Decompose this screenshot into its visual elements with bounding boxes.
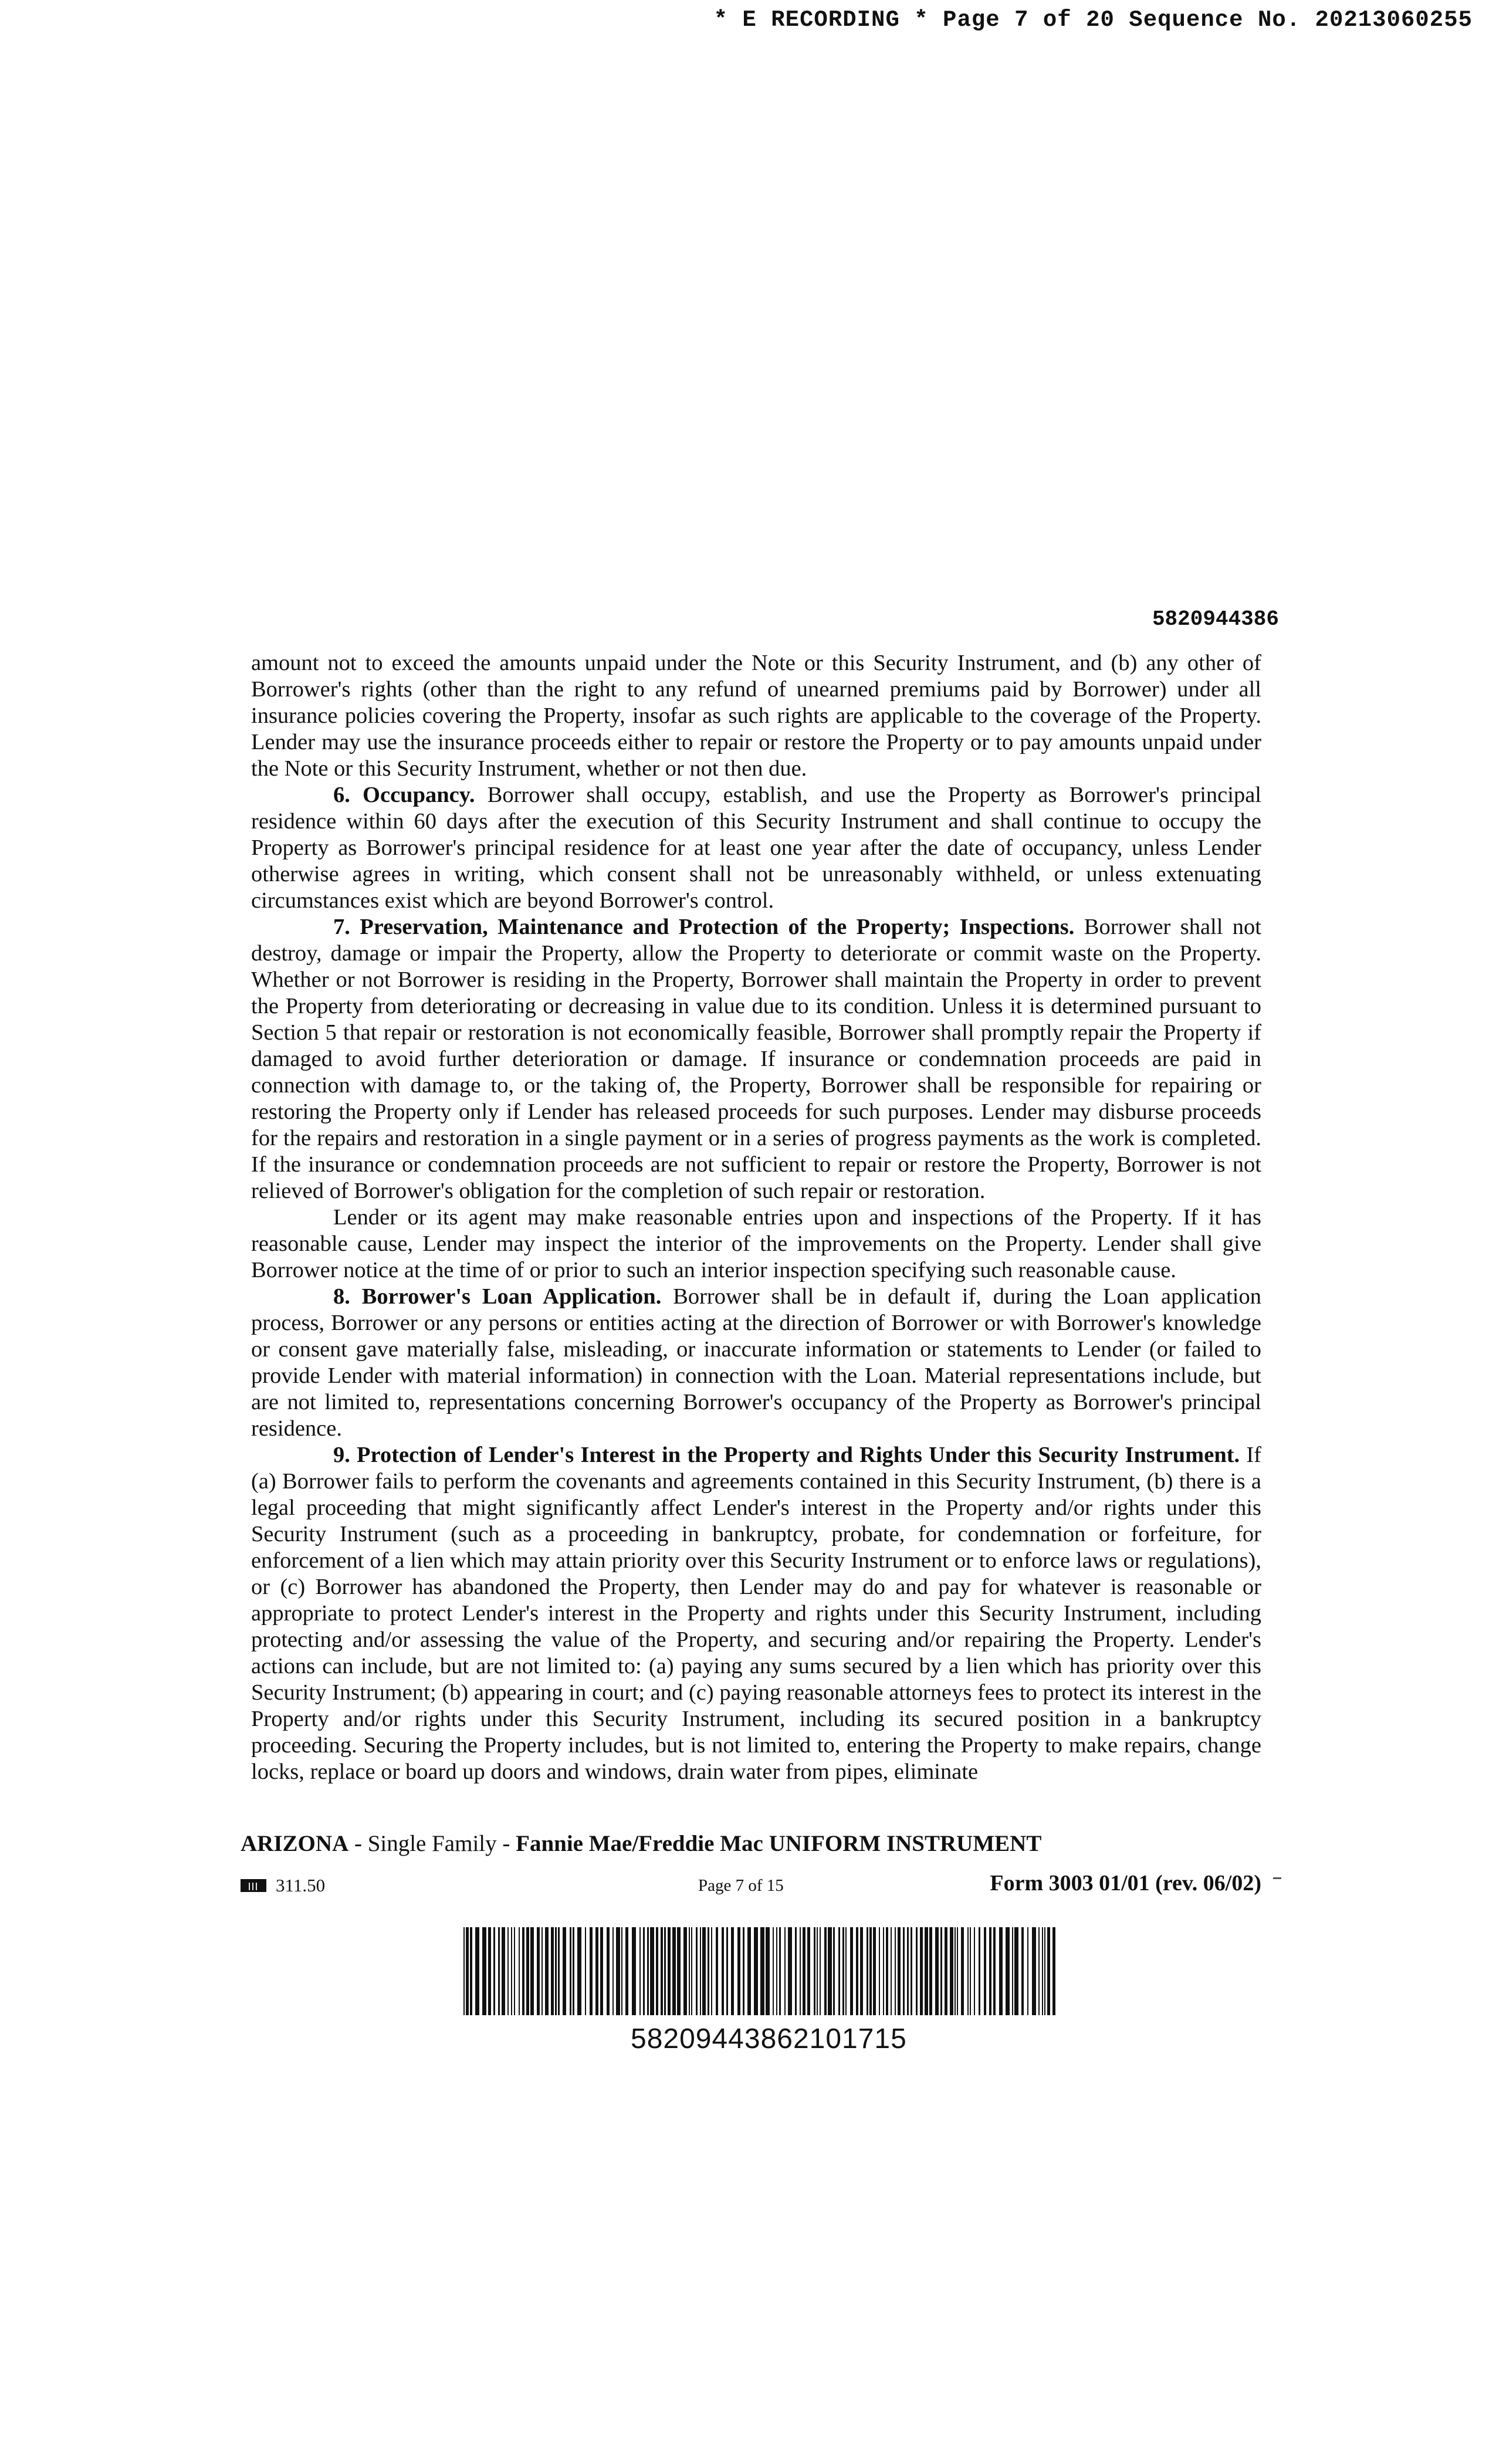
barcode-bar bbox=[842, 1927, 844, 2015]
barcode-bar bbox=[940, 1927, 942, 2015]
barcode-bar bbox=[979, 1927, 980, 2015]
barcode-bar bbox=[873, 1927, 876, 2015]
barcode-bar bbox=[590, 1927, 593, 2015]
section-8-heading: 8. Borrower's Loan Application. bbox=[333, 1284, 662, 1309]
section-6-text: Borrower shall occupy, establish, and use the Property as Borrower's principal residence within 60 days after the execution of this Security Instrument and shall continue to occupy the Property as Borrower's principal residence for at least one year after the date of occupancy, unless Lender otherwise agrees in writing, which consent shall not be unreasonably withheld, or unless extenuating circumstances exist which are beyond Borrower's control. bbox=[251, 783, 1261, 913]
barcode-bar bbox=[639, 1927, 641, 2015]
barcode-bar bbox=[656, 1927, 658, 2015]
barcode-bar bbox=[514, 1927, 515, 2015]
barcode-bar bbox=[577, 1927, 581, 2015]
barcode-bar bbox=[895, 1927, 896, 2015]
barcode-bar bbox=[677, 1927, 681, 2015]
barcode-bar bbox=[779, 1927, 781, 2015]
barcode-bar bbox=[555, 1927, 557, 2015]
barcode-bar bbox=[1032, 1927, 1036, 2015]
barcode-bar bbox=[879, 1927, 880, 2015]
barcode-bar bbox=[612, 1927, 614, 2015]
barcode-bar bbox=[643, 1927, 645, 2015]
barcode-bar bbox=[1027, 1927, 1028, 2015]
barcode-bar bbox=[795, 1927, 797, 2015]
barcode-bar bbox=[625, 1927, 628, 2015]
barcode-bar bbox=[970, 1927, 971, 2015]
page-indicator: Page 7 of 15 bbox=[698, 1876, 784, 1895]
barcode-bar bbox=[911, 1927, 912, 2015]
barcode-bar bbox=[743, 1927, 744, 2015]
barcode-bar bbox=[722, 1927, 724, 2015]
barcode-bar bbox=[807, 1927, 810, 2015]
barcode-bar bbox=[482, 1927, 486, 2015]
form-number: Form 3003 01/01 (rev. 06/02) bbox=[990, 1871, 1261, 1896]
barcode-bar bbox=[766, 1927, 770, 2015]
barcode-bar bbox=[493, 1927, 495, 2015]
barcode-bar bbox=[957, 1927, 958, 2015]
barcode-bar bbox=[664, 1927, 666, 2015]
barcode-bar bbox=[1047, 1927, 1050, 2015]
barcode-bar bbox=[999, 1927, 1003, 2015]
barcode-bar bbox=[507, 1927, 509, 2015]
barcode-bar bbox=[1012, 1927, 1013, 2015]
barcode-bar bbox=[661, 1927, 663, 2015]
barcode-bar bbox=[672, 1927, 676, 2015]
section-9-heading: 9. Protection of Lender's Interest in the Property and Rights Under this Security Instrument. bbox=[333, 1443, 1240, 1467]
barcode-bar bbox=[563, 1927, 566, 2015]
barcode-bar bbox=[541, 1927, 543, 2015]
barcode-bar bbox=[519, 1927, 520, 2015]
barcode-bar bbox=[526, 1927, 529, 2015]
barcode-bar bbox=[700, 1927, 701, 2015]
barcode-bar bbox=[1021, 1927, 1024, 2015]
barcode-bar bbox=[850, 1927, 853, 2015]
section-7-inspection-paragraph: Lender or its agent may make reasonable entries upon and inspections of the Property. If it has reasonable cause, Lender may inspect the interior of the improvements on the Property. Lender shall give Borrower notice at the time of or prior to such an interior inspection specifying such reasonable cause. bbox=[251, 1205, 1261, 1282]
document-body bbox=[251, 650, 1261, 1785]
barcode-bar bbox=[967, 1927, 969, 2015]
barcode-bar bbox=[702, 1927, 706, 2015]
barcode-bar bbox=[833, 1927, 835, 2015]
section-7-preservation bbox=[251, 914, 1261, 1204]
barcode-bar bbox=[838, 1927, 840, 2015]
barcode bbox=[463, 1927, 1056, 2015]
barcode-bar bbox=[632, 1927, 636, 2015]
barcode-bar bbox=[784, 1927, 786, 2015]
form-code bbox=[241, 1875, 325, 1896]
barcode-bar bbox=[573, 1927, 574, 2015]
barcode-bar bbox=[647, 1927, 649, 2015]
barcode-bar bbox=[814, 1927, 815, 2015]
barcode-number: 58209443862101715 bbox=[631, 2023, 907, 2055]
barcode-bar bbox=[754, 1927, 758, 2015]
barcode-bar bbox=[803, 1927, 805, 2015]
barcode-bar bbox=[950, 1927, 953, 2015]
section-7-text: Borrower shall not destroy, damage or impair the Property, allow the Property to deteriorate or commit waste on the Property. Whether or not Borrower is residing in the Property, Borrower shall maintain the Property in order to prevent the Property from deteriorating or decreasing in value due to its condition. Unless it is determined pursuant to Section 5 that repair or restoration is not economically feasible, Borrower shall promptly repair the Property if damaged to avoid further deterioration or damage. If insurance or condemnation proceeds are paid in connection with damage to, or the taking of, the Property, Borrower shall be responsible for repairing or restoring the Property only if Lender has released proceeds for such purposes. Lender may disburse proceeds for the repairs and restoration in a single payment or in a series of progress payments as the work is completed. If the insurance or condemnation proceeds are not sufficient to repair or restore the Property, Borrower is not relieved of Borrower's obligation for the completion of such repair or restoration. bbox=[251, 915, 1261, 1203]
barcode-bar bbox=[621, 1927, 622, 2015]
barcode-bar bbox=[820, 1927, 821, 2015]
barcode-bar bbox=[466, 1927, 469, 2015]
scan-mark bbox=[1273, 1877, 1281, 1879]
barcode-bar bbox=[600, 1927, 603, 2015]
barcode-bar bbox=[737, 1927, 740, 2015]
form-code-text: 311.50 bbox=[276, 1875, 326, 1896]
footer-row bbox=[241, 1870, 1261, 1900]
barcode-bar bbox=[545, 1927, 549, 2015]
barcode-bar bbox=[800, 1927, 801, 2015]
barcode-bar bbox=[1038, 1927, 1040, 2015]
section-7-heading: 7. Preservation, Maintenance and Protection of the Property; Inspections. bbox=[333, 915, 1075, 939]
barcode-bar bbox=[935, 1927, 939, 2015]
barcode-bar bbox=[558, 1927, 560, 2015]
barcode-bar bbox=[828, 1927, 832, 2015]
paragraph-continued: amount not to exceed the amounts unpaid under the Note or this Security Instrument, and (b) any other of Borrower's rights (other than the right to any refund of unearned premiums paid by Borrower) under all insurance policies covering the Property, insofar as such rights are applicable to the coverage of the Property. Lender may use the insurance proceeds either to repair or restore the Property or to pay amounts unpaid under the Note or this Security Instrument, whether or not then due. bbox=[251, 651, 1261, 781]
barcode-bar bbox=[920, 1927, 923, 2015]
barcode-bar bbox=[903, 1927, 905, 2015]
barcode-bar bbox=[502, 1927, 505, 2015]
loan-number: 5820944386 bbox=[1152, 607, 1279, 631]
barcode-bar bbox=[860, 1927, 863, 2015]
barcode-bar bbox=[683, 1927, 687, 2015]
barcode-bar bbox=[726, 1927, 728, 2015]
barcode-bar bbox=[530, 1927, 534, 2015]
section-9-text: If (a) Borrower fails to perform the covenants and agreements contained in this Security Instrument, (b) there is a legal proceeding that might significantly affect Lender's interest in the Property and/or rights under this Security Instrument (such as a proceeding in bankruptcy, probate, for condemnation or forfeiture, for enforcement of a lien which may attain priority over this Security Instrument or to enforce laws or regulations), or (c) Borrower has abandoned the Property, then Lender may do and pay for whatever is reasonable or appropriate to protect Lender's interest in the Property and rights under this Security Instrument, including protecting and/or assessing the value of the Property, and securing and/or repairing the Property. Lender's actions can include, but are not limited to: (a) paying any sums secured by a lien which has priority over this Security Instrument; (b) appearing in court; and (c) paying reasonable attorneys fees to protect its interest in the Property and/or rights under this Security Instrument, including its secured position in a bankruptcy proceeding. Securing the Property includes, but is not limited to, entering the Property to make repairs, change locks, replace or board up doors and windows, drain water from pipes, eliminate bbox=[251, 1443, 1261, 1784]
footer-state: ARIZONA bbox=[241, 1831, 349, 1856]
barcode-bar bbox=[585, 1927, 586, 2015]
barcode-bar bbox=[1006, 1927, 1010, 2015]
barcode-bar bbox=[925, 1927, 928, 2015]
footer-family: Single Family bbox=[367, 1831, 497, 1856]
barcode-logo-icon: ||| bbox=[241, 1879, 266, 1892]
barcode-bar bbox=[731, 1927, 734, 2015]
barcode-bar bbox=[867, 1927, 868, 2015]
barcode-bar bbox=[537, 1927, 540, 2015]
barcode-bar bbox=[945, 1927, 947, 2015]
barcode-bar bbox=[989, 1927, 991, 2015]
barcode-bar bbox=[773, 1927, 774, 2015]
barcode-bar bbox=[883, 1927, 884, 2015]
barcode-bar bbox=[498, 1927, 500, 2015]
footer-title bbox=[241, 1830, 1041, 1857]
section-6-occupancy bbox=[251, 782, 1261, 914]
barcode-bar bbox=[760, 1927, 764, 2015]
footer-instrument: Fannie Mae/Freddie Mac UNIFORM INSTRUMENT bbox=[516, 1831, 1042, 1856]
barcode-bar bbox=[470, 1927, 472, 2015]
barcode-bar bbox=[475, 1927, 479, 2015]
barcode-bar bbox=[788, 1927, 792, 2015]
barcode-bar bbox=[1052, 1927, 1055, 2015]
barcode-bar bbox=[570, 1927, 571, 2015]
barcode-bar bbox=[595, 1927, 598, 2015]
barcode-bar bbox=[845, 1927, 847, 2015]
barcode-bar bbox=[1042, 1927, 1043, 2015]
barcode-bar bbox=[708, 1927, 709, 2015]
barcode-bar bbox=[1014, 1927, 1018, 2015]
barcode-bar bbox=[907, 1927, 909, 2015]
section-8-text: Borrower shall be in default if, during the Loan application process, Borrower or any persons or entities acting at the direction of Borrower or with Borrower's knowledge or consent gave materially false, misleading, or inaccurate information or statements to Lender (or failed to provide Lender with material information) in connection with the Loan. Material representations include, but are not limited to, representations concerning Borrower's occupancy of the Property as Borrower's principal residence. bbox=[251, 1284, 1261, 1441]
barcode-bar bbox=[691, 1927, 692, 2015]
barcode-bar bbox=[886, 1927, 888, 2015]
recording-header: * E RECORDING * Page 7 of 20 Sequence No. 20213060255 bbox=[713, 7, 1473, 33]
barcode-bar bbox=[696, 1927, 698, 2015]
barcode-bar bbox=[522, 1927, 524, 2015]
barcode-bar bbox=[711, 1927, 712, 2015]
section-6-heading: 6. Occupancy. bbox=[333, 783, 475, 807]
barcode-bar bbox=[551, 1927, 554, 2015]
barcode-bar bbox=[776, 1927, 777, 2015]
barcode-bar bbox=[616, 1927, 620, 2015]
barcode-bar bbox=[817, 1927, 818, 2015]
barcode-bar bbox=[607, 1927, 610, 2015]
footer-separator: - bbox=[496, 1831, 516, 1856]
barcode-bar bbox=[1044, 1927, 1045, 2015]
barcode-bar bbox=[824, 1927, 827, 2015]
barcode-bar bbox=[856, 1927, 858, 2015]
barcode-bar bbox=[891, 1927, 892, 2015]
barcode-bar bbox=[993, 1927, 996, 2015]
section-8-loan-application bbox=[251, 1284, 1261, 1442]
footer-separator: - bbox=[348, 1831, 368, 1856]
barcode-bar bbox=[916, 1927, 918, 2015]
barcode-bar bbox=[974, 1927, 975, 2015]
barcode-bar bbox=[716, 1927, 718, 2015]
barcode-bar bbox=[929, 1927, 932, 2015]
barcode-bar bbox=[668, 1927, 671, 2015]
barcode-bar bbox=[463, 1927, 465, 2015]
section-9-protection bbox=[251, 1442, 1261, 1785]
barcode-bar bbox=[961, 1927, 964, 2015]
barcode-bar bbox=[955, 1927, 956, 2015]
barcode-bar bbox=[511, 1927, 512, 2015]
barcode-bar bbox=[689, 1927, 690, 2015]
barcode-bar bbox=[898, 1927, 901, 2015]
barcode-bar bbox=[869, 1927, 872, 2015]
barcode-bar bbox=[747, 1927, 751, 2015]
barcode-bar bbox=[650, 1927, 654, 2015]
barcode-bar bbox=[984, 1927, 986, 2015]
barcode-bar bbox=[488, 1927, 491, 2015]
